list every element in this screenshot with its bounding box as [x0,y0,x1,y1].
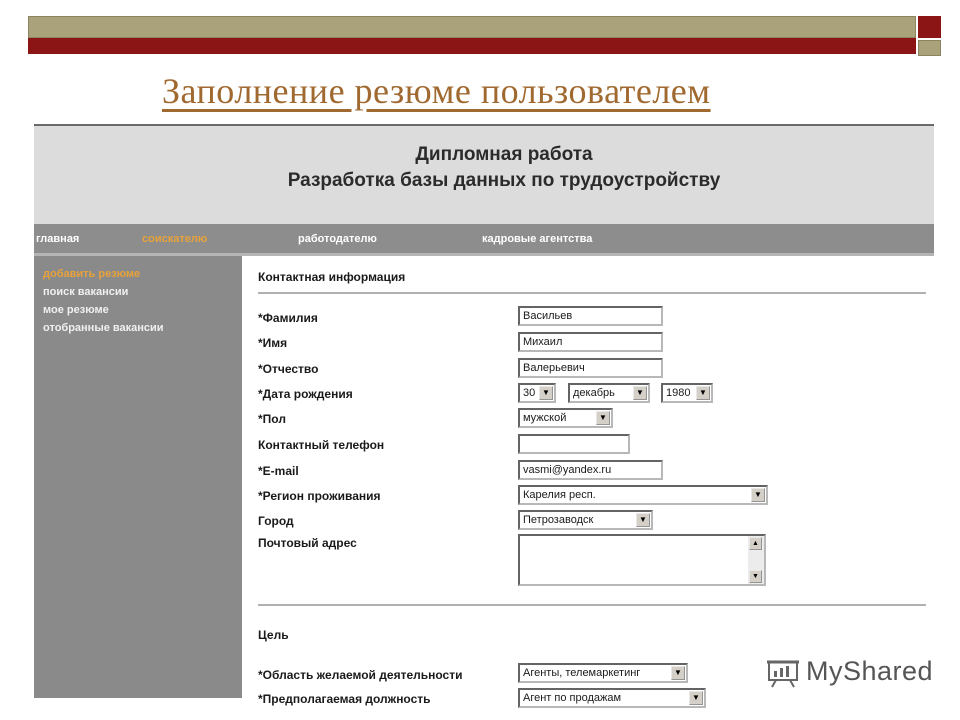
chevron-down-icon: ▼ [539,386,553,400]
city-select[interactable] [518,510,653,530]
chevron-down-icon: ▼ [696,386,710,400]
gender-select[interactable] [518,408,613,428]
region-value: Карелия респ. [523,489,596,501]
position-label: *Предполагаемая должность [258,692,431,706]
postal-textarea[interactable] [518,534,766,586]
area-select[interactable] [518,663,688,683]
top-bar-square-olive [918,40,941,56]
contact-section-title: Контактная информация [258,270,406,284]
chevron-down-icon: ▼ [671,666,685,680]
birth-year-select[interactable] [661,383,713,403]
top-bar-olive [28,16,916,38]
slide-title: Заполнение резюме пользователем [162,71,711,111]
patronymic-input[interactable]: Валерьевич [518,358,663,378]
sidebar-item-add-resume[interactable]: добавить резюме [43,268,141,280]
goal-section-title: Цель [258,628,289,642]
banner-title: Дипломная работа [415,144,593,165]
website-screenshot [34,124,934,706]
city-label: Город [258,514,294,528]
postal-label: Почтовый адрес [258,536,357,550]
gender-label: *Пол [258,412,286,426]
watermark-text: MyShared [806,656,934,686]
email-input[interactable]: vasmi@yandex.ru [518,460,663,480]
birth-month-select[interactable] [568,383,650,403]
top-bar-square-red [918,16,941,38]
patronymic-label: *Отчество [258,362,319,376]
site-banner [34,126,934,225]
sidebar [34,256,242,698]
scroll-down-icon[interactable]: ▼ [749,570,762,583]
nav-item-home[interactable]: главная [36,233,80,245]
last-name-input[interactable]: Васильев [518,306,663,326]
slide-top-bar [28,16,941,56]
birth-month-value: декабрь [573,387,615,399]
top-nav [34,224,934,256]
top-bar-red [28,38,916,54]
resume-form [242,256,934,706]
first-name-input[interactable]: Михаил [518,332,663,352]
nav-item-agencies[interactable]: кадровые агентства [482,233,593,245]
sidebar-item-selected-vacancies[interactable]: отобранные вакансии [43,322,164,334]
textarea-scrollbar[interactable] [748,536,764,584]
chevron-down-icon: ▼ [751,488,765,502]
chevron-down-icon: ▼ [596,411,610,425]
email-label: *E-mail [258,464,299,478]
first-name-label: *Имя [258,336,288,350]
birth-year-value: 1980 [666,387,691,399]
chevron-down-icon: ▼ [689,691,703,705]
chevron-down-icon: ▼ [636,513,650,527]
nav-item-jobseeker[interactable]: соискателю [142,233,208,245]
section-divider [258,292,926,294]
position-select[interactable] [518,688,706,708]
gender-value: мужской [523,412,567,424]
last-name-label: *Фамилия [258,311,318,325]
region-select[interactable] [518,485,768,505]
birth-day-value: 30 [523,387,536,399]
banner-subtitle: Разработка базы данных по трудоустройству [287,170,721,191]
section-divider [258,604,926,606]
sidebar-item-search-vacancy[interactable]: поиск вакансии [43,286,129,298]
area-label: *Область желаемой деятельности [258,668,463,682]
region-label: *Регион проживания [258,489,381,503]
chevron-down-icon: ▼ [633,386,647,400]
position-value: Агент по продажам [523,692,622,704]
scroll-up-icon[interactable]: ▲ [749,537,762,550]
birth-date-label: *Дата рождения [258,387,353,401]
sidebar-item-my-resume[interactable]: мое резюме [43,304,109,316]
phone-label: Контактный телефон [258,438,385,452]
presentation-icon [766,658,800,688]
phone-input[interactable] [518,434,630,454]
birth-day-select[interactable] [518,383,556,403]
city-value: Петрозаводск [523,514,594,526]
area-value: Агенты, телемаркетинг [523,667,641,679]
nav-item-employer[interactable]: работодателю [298,233,377,245]
